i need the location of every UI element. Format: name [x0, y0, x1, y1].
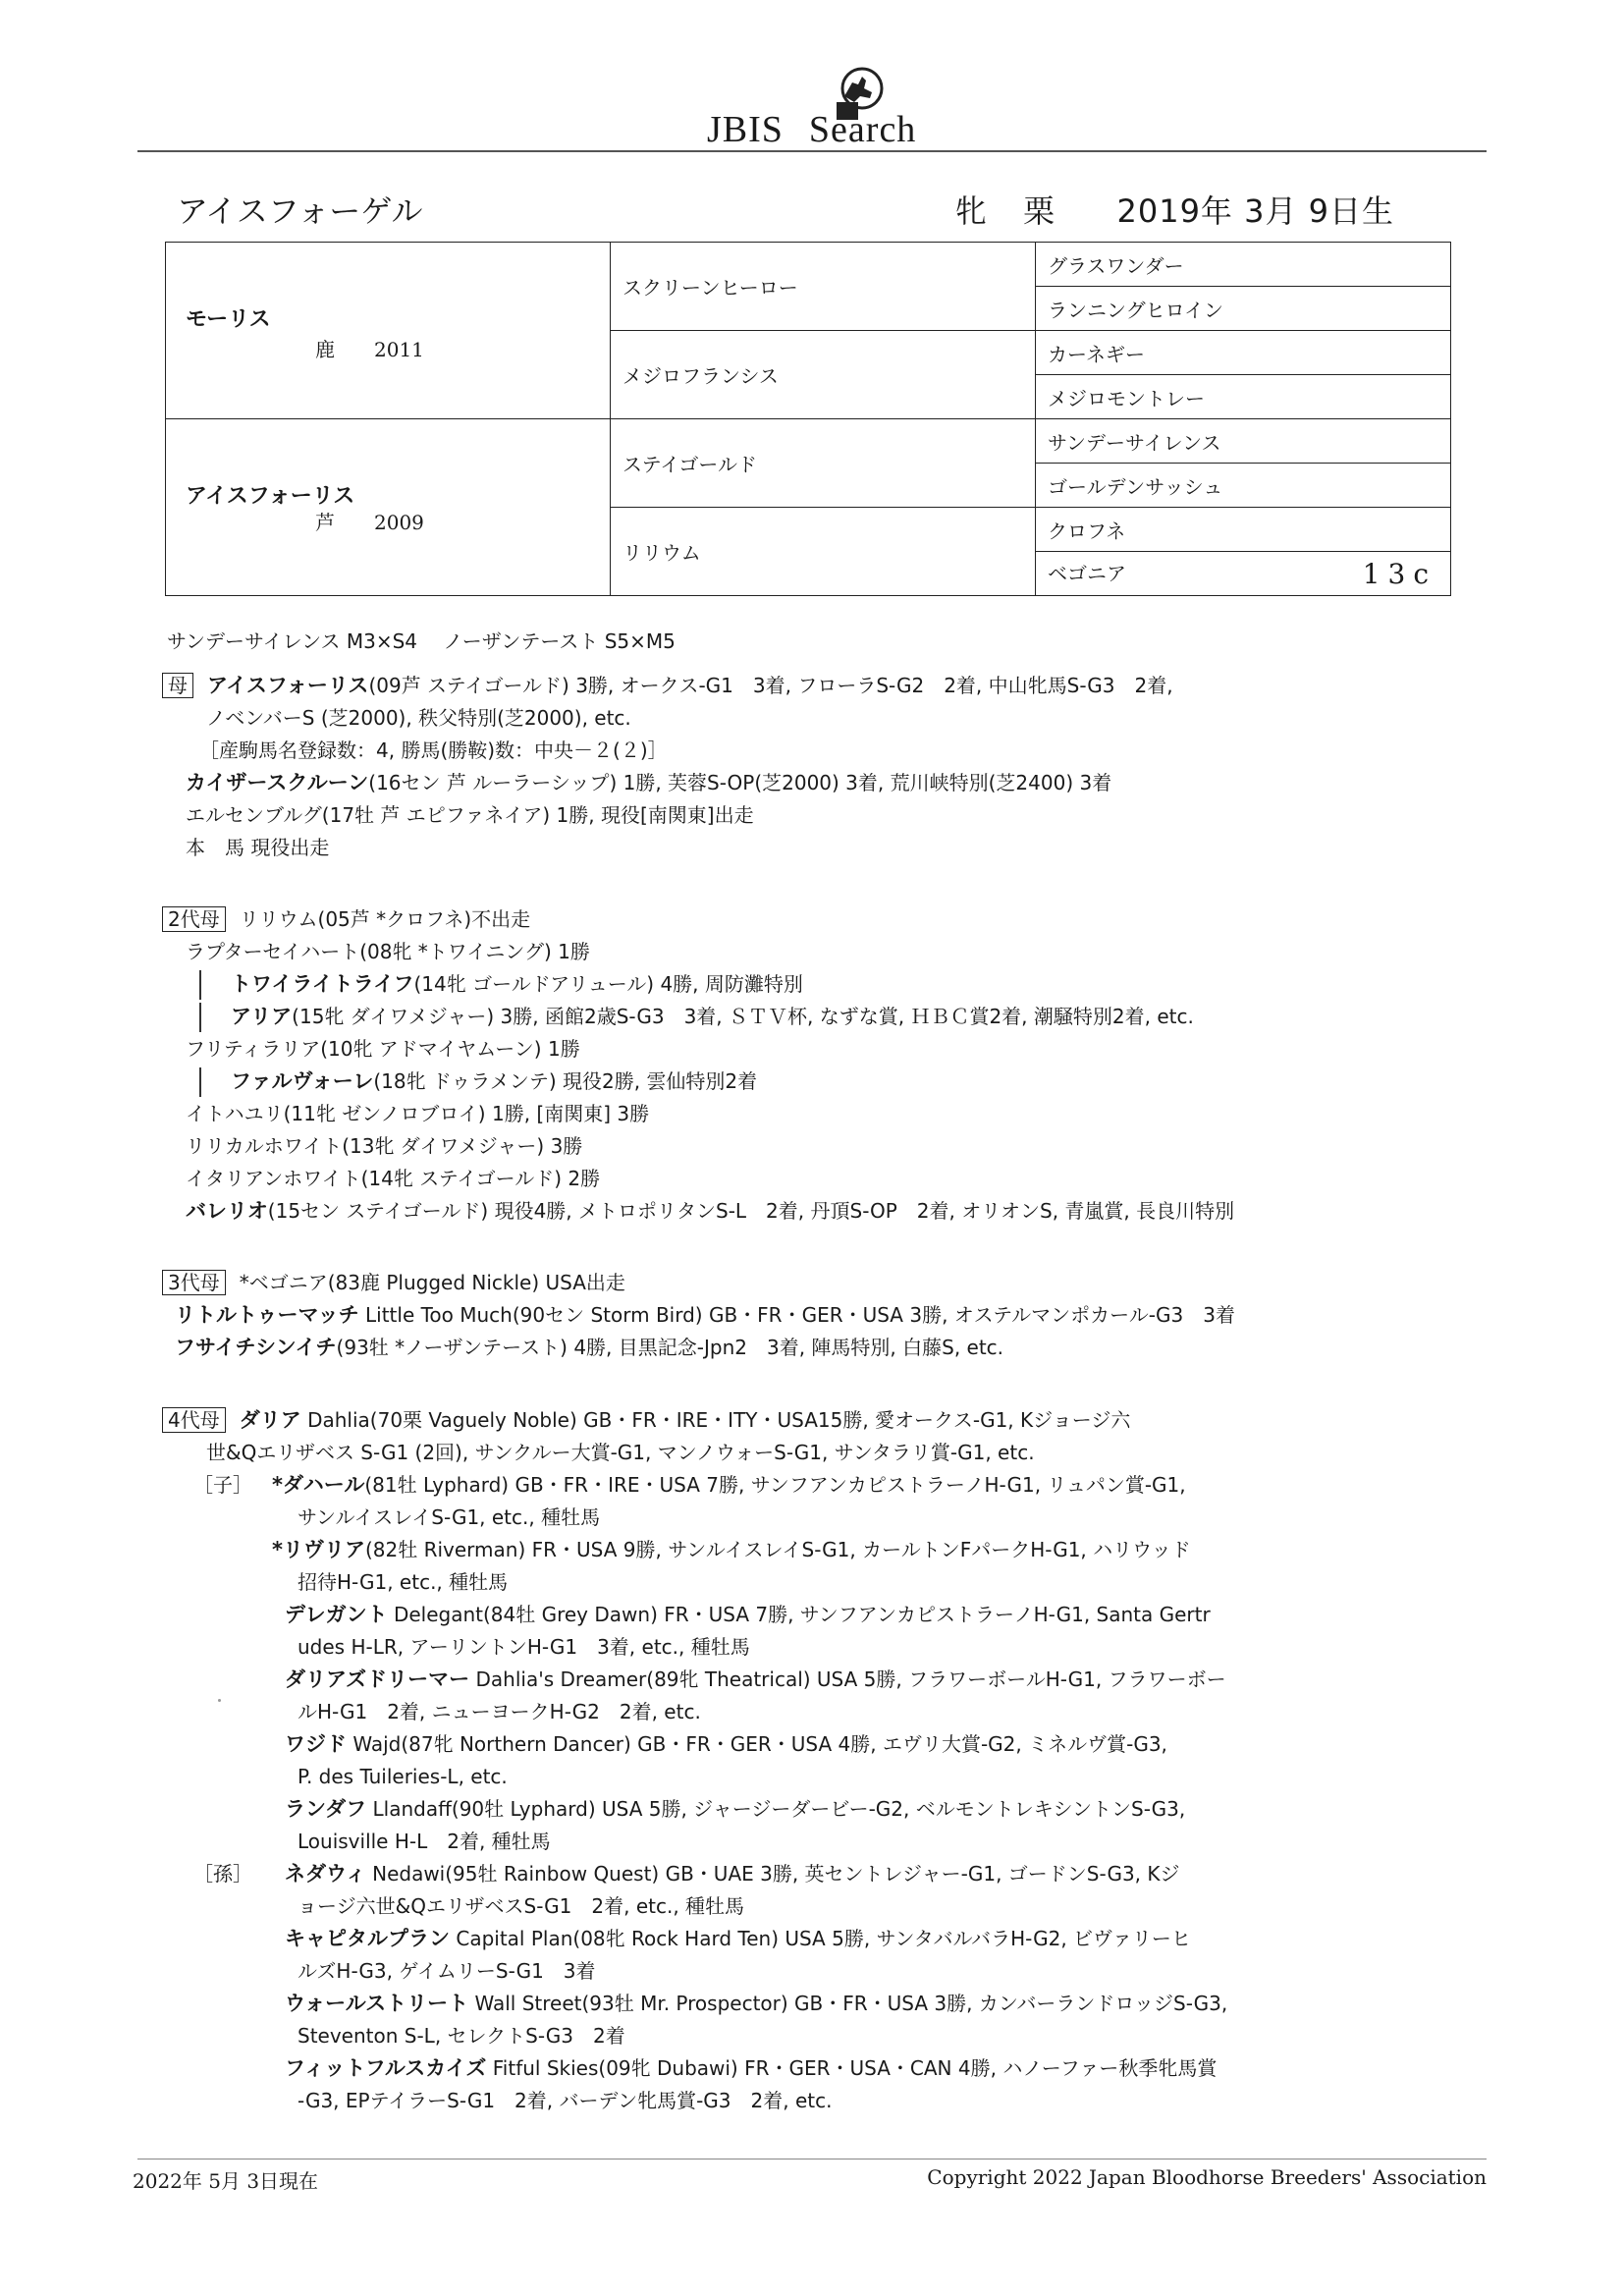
dam3-section [162, 1267, 1438, 1364]
section-tag: 2代母 [162, 906, 226, 932]
gen3-cell [1036, 552, 1451, 596]
entry-text: (15セン ステイゴールド) 現役4勝, メトロポリタンS-L 2着, 丹頂S-OP 2着, オリオンS, 青嵐賞, 長良川特別 [267, 1199, 1235, 1223]
gen3-cell: ゴールデンサッシュ [1036, 464, 1451, 508]
dam-info [315, 507, 424, 535]
sire-color: 鹿 [315, 337, 335, 361]
dam-year: 2009 [374, 510, 424, 534]
entry-text: Delegant(84牡 Grey Dawn) FR・USA 7勝, サンフアンカピストラーノH-G1, Santa Gertr [387, 1603, 1211, 1626]
sire-cell [166, 243, 611, 419]
entry-text: (82牡 Riverman) FR・USA 9勝, サンルイスレイS-G1, カールトンFパークH-G1, ハリウッド [364, 1538, 1191, 1561]
entry-text: Steventon S-L, セレクトS-G3 2着 [298, 2024, 625, 2048]
entry-text: (16セン 芦 ルーラーシップ) 1勝, 芙蓉S-OP(芝2000) 3着, 荒川峡特別(芝2400) 3着 [368, 771, 1112, 794]
entry-text: エルセンブルグ(17牡 芦 エピファネイア) 1勝, 現役[南関東]出走 [186, 803, 754, 827]
entry-text: Dahlia(70栗 Vaguely Noble) GB・FR・IRE・ITY・USA15勝, 愛オークス-G1, Kジョージ六 [300, 1408, 1131, 1432]
entry-text: (18牝 ドゥラメンテ) 現役2勝, 雲仙特別2着 [373, 1069, 758, 1093]
entry-text: Wall Street(93牡 Mr. Prospector) GB・FR・USA 3勝, カンバーランドロッジS-G3, [468, 1992, 1228, 2015]
entry-name: フィットフルスカイズ [285, 2056, 487, 2080]
entry-text: ノベンバーS (芝2000), 秩父特別(芝2000), etc. [206, 706, 631, 730]
logo-right-text: Search [808, 109, 917, 150]
entry-text: -G3, EPテイラーS-G1 2着, バーデン牝馬賞-G3 2着, etc. [298, 2089, 833, 2112]
entry-name: ダリアズドリーマー [285, 1667, 470, 1691]
entry-text: イトハユリ(11牝 ゼンノロブロイ) 1勝, [南関東] 3勝 [186, 1102, 650, 1125]
entry-text: P. des Tuileries-L, etc. [298, 1765, 508, 1788]
pedigree-table [165, 242, 1451, 596]
entry-text: Llandaff(90牡 Lyphard) USA 5勝, ジャージーダービー-G2, ベルモントレキシントンS-G3, [366, 1797, 1186, 1821]
gen3-cell: クロフネ [1036, 508, 1451, 552]
entry-name: アリア [231, 1005, 293, 1028]
entry-text: フリティラリア(10牝 アドマイヤムーン) 1勝 [186, 1037, 580, 1061]
dam2-section [162, 903, 1438, 1228]
section-tag: 母 [162, 673, 193, 698]
gen3-cell: メジロモントレー [1036, 375, 1451, 419]
entry-name: フサイチシンイチ [175, 1336, 337, 1359]
entry-name: ウォールストリート [285, 1992, 469, 2015]
dam-name: アイスフォーリス [186, 483, 355, 509]
entry-text: ルH-G1 2着, ニューヨークH-G2 2着, etc. [298, 1700, 701, 1723]
sire-sire-cell: スクリーンヒーロー [611, 243, 1036, 331]
jbis-search-logo [707, 59, 962, 150]
horse-sex: 牝 [954, 192, 988, 230]
entry-text: (93牡 *ノーザンテースト) 4勝, 目黒記念-Jpn2 3着, 陣馬特別, 白藤S, etc. [336, 1336, 1004, 1359]
entry-text: ョージ六世&QエリザベスS-G1 2着, etc., 種牡馬 [298, 1894, 745, 1918]
children-label: ［子］ [193, 1473, 252, 1497]
entry-text: イタリアンホワイト(14牝 ステイゴールド) 2勝 [186, 1167, 601, 1190]
grandchildren-label: ［孫］ [193, 1862, 252, 1886]
entry-text: (81牡 Lyphard) GB・FR・IRE・USA 7勝, サンフアンカピストラーノH-G1, リュパン賞-G1, [364, 1473, 1186, 1497]
entry-name: リトルトゥーマッチ [175, 1303, 359, 1327]
entry-text: udes H-LR, アーリントンH-G1 3着, etc., 種牡馬 [298, 1635, 750, 1659]
entry-text: ラプターセイハート(08牝 *トワイニング) 1勝 [186, 940, 590, 963]
scan-speck [218, 1699, 221, 1702]
family-number: 13c [1362, 557, 1436, 590]
entry-name: *ダハール [272, 1473, 365, 1497]
entry-text: (15牝 ダイワメジャー) 3勝, 函館2歳S-G3 3着, ＳＴＶ杯, なずな賞, ＨＢＣ賞2着, 潮騒特別2着, etc. [292, 1005, 1194, 1028]
entry-text: Nedawi(95牡 Rainbow Quest) GB・UAE 3勝, 英セントレジャー-G1, ゴードンS-G3, Kジ [365, 1862, 1180, 1886]
produce-summary: ［産駒馬名登録数：4, 勝馬(勝鞍)数：中央－２(２)］ [199, 738, 668, 762]
footer-date: 2022年 5月 3日現在 [133, 2169, 319, 2193]
horse-profile [955, 187, 1394, 232]
entry-name: *リヴリア [272, 1538, 365, 1561]
horse-color: 栗 [1023, 192, 1056, 230]
horse-title-row [177, 187, 1394, 236]
section-tag: 4代母 [162, 1407, 226, 1433]
section-tag: 3代母 [162, 1270, 226, 1295]
entry-text: リリウム(05芦 *クロフネ)不出走 [239, 907, 531, 931]
footer-copyright: Copyright 2022 Japan Bloodhorse Breeders' Association [927, 2165, 1487, 2189]
gen3-cell: サンデーサイレンス [1036, 419, 1451, 464]
entry-text: Fitful Skies(09牝 Dubawi) FR・GER・USA・CAN 4勝, ハノーファー秋季牝馬賞 [486, 2056, 1218, 2080]
dam-section [162, 670, 1438, 864]
horse-name: アイスフォーゲル [177, 192, 423, 230]
entry-text: Little Too Much(90セン Storm Bird) GB・FR・GER・USA 3勝, オステルマンポカール-G3 3着 [358, 1303, 1235, 1327]
entry-name: ファルヴォーレ [231, 1069, 374, 1093]
entry-name: ネダウィ [285, 1862, 366, 1886]
dam4-section [162, 1404, 1438, 2117]
gen3-name: ベゴニア [1048, 561, 1126, 585]
entry-name: カイザースクルーン [186, 771, 369, 794]
entry-name: アイスフォーリス [207, 674, 369, 697]
dam-color: 芦 [315, 510, 335, 534]
logo-left-text: JBIS [707, 109, 784, 150]
sire-info [315, 334, 424, 362]
gen3-cell: グラスワンダー [1036, 243, 1451, 287]
entry-text: *ベゴニア(83鹿 Plugged Nickle) USA出走 [239, 1271, 625, 1294]
dam-cell [166, 419, 611, 596]
gen3-cell: カーネギー [1036, 331, 1451, 375]
dam-dam-cell: リリウム [611, 508, 1036, 596]
entry-text: Capital Plan(08牝 Rock Hard Ten) USA 5勝, サンタバルバラH-G2, ビヴァリーヒ [450, 1927, 1191, 1950]
entry-text: (09芦 ステイゴールド) 3勝, オークス-G1 3着, フローラS-G2 2着, 中山牝馬S-G3 2着, [368, 674, 1173, 697]
entry-name: キャピタルプラン [285, 1927, 450, 1950]
dam-sire-cell: ステイゴールド [611, 419, 1036, 508]
header-rule [137, 150, 1487, 152]
entry-name: ワジド [285, 1732, 347, 1756]
entry-text: 招待H-G1, etc., 種牡馬 [298, 1570, 509, 1594]
sire-year: 2011 [374, 337, 424, 361]
sire-name: モーリス [186, 306, 271, 332]
entry-text: ルズH-G3, ゲイムリーS-G1 3着 [298, 1959, 596, 1983]
horse-birth: 2019年 3月 9日生 [1116, 192, 1394, 230]
entry-text: 世&Qエリザベス S-G1 (2回), サンクルー大賞-G1, マンノウォーS-G1, サンタラリ賞-G1, etc. [206, 1441, 1035, 1464]
entry-name: トワイライトライフ [231, 972, 414, 996]
entry-text: Louisville H-L 2着, 種牡馬 [298, 1830, 551, 1853]
entry-name: ダリア [239, 1408, 301, 1432]
entry-text: (14牝 ゴールドアリュール) 4勝, 周防灘特別 [413, 972, 803, 996]
entry-text: サンルイスレイS-G1, etc., 種牡馬 [298, 1505, 601, 1529]
entry-text: 本 馬 現役出走 [186, 836, 330, 859]
entry-name: ランダフ [285, 1797, 367, 1821]
gen3-cell: ランニングヒロイン [1036, 287, 1451, 331]
entry-text: Wajd(87牝 Northern Dancer) GB・FR・GER・USA 4勝, エヴリ大賞-G2, ミネルヴ賞-G3, [347, 1732, 1167, 1756]
entry-text: リリカルホワイト(13牝 ダイワメジャー) 3勝 [186, 1134, 583, 1158]
sire-dam-cell: メジロフランシス [611, 331, 1036, 419]
entry-name: バレリオ [186, 1199, 268, 1223]
entry-name: デレガント [285, 1603, 388, 1626]
inbreeding-line: サンデーサイレンス M3×S4 ノーザンテースト S5×M5 [167, 629, 676, 653]
entry-text: Dahlia's Dreamer(89牝 Theatrical) USA 5勝, フラワーボールH-G1, フラワーボー [469, 1667, 1226, 1691]
